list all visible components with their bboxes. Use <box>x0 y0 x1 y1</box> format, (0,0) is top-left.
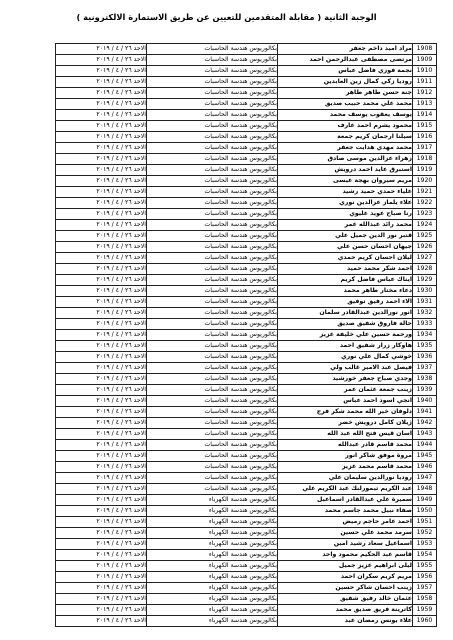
candidate-name: مرتضى مصطفى عبدالرحمن احمد <box>278 55 413 66</box>
interview-date: الاحد ٢٦ / ٤ / ٢٠١٩ <box>56 550 147 561</box>
table-row <box>56 209 437 220</box>
table-row <box>56 528 437 539</box>
degree-cell: بكالوريوس هندسة الحاسبات <box>147 165 278 176</box>
row-number: 1957 <box>413 583 437 594</box>
table-row <box>56 583 437 594</box>
row-number: 1937 <box>413 363 437 374</box>
table-row <box>56 165 437 176</box>
row-number: 1953 <box>413 539 437 550</box>
row-number: 1927 <box>413 253 437 264</box>
candidate-name: صفاء نبيل محمد جاسم محمد <box>278 506 413 517</box>
interview-date: الاحد ٢٦ / ٤ / ٢٠١٩ <box>56 440 147 451</box>
interview-date: الاحد ٢٦ / ٤ / ٢٠١٩ <box>56 286 147 297</box>
degree-cell: بكالوريوس هندسة الحاسبات <box>147 451 278 462</box>
candidate-name: زهراء عزالدين موسى صادق <box>278 154 413 165</box>
table-row <box>56 220 437 231</box>
row-number: 1925 <box>413 231 437 242</box>
row-number: 1940 <box>413 396 437 407</box>
row-number: 1954 <box>413 550 437 561</box>
degree-cell: بكالوريوس هندسة الحاسبات <box>147 308 278 319</box>
row-number: 1934 <box>413 330 437 341</box>
table-row <box>56 550 437 561</box>
interview-date: الاحد ٢٦ / ٤ / ٢٠١٩ <box>56 396 147 407</box>
degree-cell: بكالوريوس هندسة الكهرباء <box>147 495 278 506</box>
row-number: 1918 <box>413 154 437 165</box>
interview-date: الاحد ٢٦ / ٤ / ٢٠١٩ <box>56 572 147 583</box>
row-number: 1960 <box>413 616 437 627</box>
candidate-name: روديا زكي كمال زين العابدين <box>278 77 413 88</box>
interview-date: الاحد ٢٦ / ٤ / ٢٠١٩ <box>56 187 147 198</box>
interview-date: الاحد ٢٦ / ٤ / ٢٠١٩ <box>56 165 147 176</box>
candidate-name: سرمد محمد علي حسين <box>278 528 413 539</box>
table-row <box>56 572 437 583</box>
row-number: 1917 <box>413 143 437 154</box>
candidate-name: محمد قاسم قادر عبدالله <box>278 440 413 451</box>
degree-cell: بكالوريوس هندسة الكهرباء <box>147 539 278 550</box>
candidate-name: احمد عامر حاجم رميض <box>278 517 413 528</box>
table-row <box>56 341 437 352</box>
table-row <box>56 517 437 528</box>
degree-cell: بكالوريوس هندسة الكهرباء <box>147 605 278 616</box>
degree-cell: بكالوريوس هندسة الحاسبات <box>147 154 278 165</box>
interview-date: الاحد ٢٦ / ٤ / ٢٠١٩ <box>56 352 147 363</box>
candidate-name: دلوفان خير الله محمد شكر فرج <box>278 407 413 418</box>
table-row <box>56 253 437 264</box>
table-row <box>56 429 437 440</box>
table-row <box>56 396 437 407</box>
candidate-name: مروة موفق شاكر انور <box>278 451 413 462</box>
degree-cell: بكالوريوس هندسة الحاسبات <box>147 330 278 341</box>
table-row <box>56 616 437 627</box>
table-row <box>56 440 437 451</box>
table-row <box>56 473 437 484</box>
table-row <box>56 605 437 616</box>
candidate-name: محمد رائد عبدالله عمر <box>278 220 413 231</box>
interview-date: الاحد ٢٦ / ٤ / ٢٠١٩ <box>56 330 147 341</box>
candidate-name: ورحمة حسين علي خليفة عزيز <box>278 330 413 341</box>
candidate-name: جيهان احسان حسن علي <box>278 242 413 253</box>
row-number: 1919 <box>413 165 437 176</box>
row-number: 1956 <box>413 572 437 583</box>
row-number: 1909 <box>413 55 437 66</box>
degree-cell: بكالوريوس هندسة الكهرباء <box>147 616 278 627</box>
degree-cell: بكالوريوس هندسة الحاسبات <box>147 297 278 308</box>
table-row <box>56 275 437 286</box>
candidate-name: سميرة علي عبدالقادر اسماعيل <box>278 495 413 506</box>
candidate-name: علاء يونس رمضان عبد <box>278 616 413 627</box>
table-row <box>56 154 437 165</box>
degree-cell: بكالوريوس هندسة الحاسبات <box>147 352 278 363</box>
interview-date: الاحد ٢٦ / ٤ / ٢٠١٩ <box>56 528 147 539</box>
degree-cell: بكالوريوس هندسة الحاسبات <box>147 44 278 55</box>
interview-date: الاحد ٢٦ / ٤ / ٢٠١٩ <box>56 539 147 550</box>
interview-date: الاحد ٢٦ / ٤ / ٢٠١٩ <box>56 462 147 473</box>
candidate-name: استبرق عايد احمد درويش <box>278 165 413 176</box>
candidate-name: ژيلان كامل درويش خضر <box>278 418 413 429</box>
row-number: 1931 <box>413 297 437 308</box>
candidate-name: انور نورالدين عبدالقادر سلمان <box>278 308 413 319</box>
table-row <box>56 176 437 187</box>
degree-cell: بكالوريوس هندسة الكهرباء <box>147 561 278 572</box>
interview-date: الاحد ٢٦ / ٤ / ٢٠١٩ <box>56 231 147 242</box>
interview-date: الاحد ٢٦ / ٤ / ٢٠١٩ <box>56 506 147 517</box>
degree-cell: بكالوريوس هندسة الحاسبات <box>147 473 278 484</box>
degree-cell: بكالوريوس هندسة الحاسبات <box>147 275 278 286</box>
candidate-name: علاء يلماز عزالدين نوري <box>278 198 413 209</box>
degree-cell: بكالوريوس هندسة الحاسبات <box>147 99 278 110</box>
candidate-name: محمد مهدي هدايت جعفر <box>278 143 413 154</box>
degree-cell: بكالوريوس هندسة الحاسبات <box>147 110 278 121</box>
table-row <box>56 451 437 462</box>
page-title: الوجبة الثانية ( مقابلة المتقدمين للتعيين عن طريق الاستمارة الالكترونية ) <box>76 12 377 22</box>
interview-date: الاحد ٢٦ / ٤ / ٢٠١٩ <box>56 451 147 462</box>
degree-cell: بكالوريوس هندسة الحاسبات <box>147 88 278 99</box>
candidates-table <box>55 43 437 627</box>
table-row <box>56 363 437 374</box>
row-number: 1912 <box>413 88 437 99</box>
table-row <box>56 187 437 198</box>
candidate-name: ايناك عباس فاضل كريم <box>278 275 413 286</box>
degree-cell: بكالوريوس هندسة الحاسبات <box>147 209 278 220</box>
degree-cell: بكالوريوس هندسة الكهرباء <box>147 506 278 517</box>
interview-date: الاحد ٢٦ / ٤ / ٢٠١٩ <box>56 561 147 572</box>
candidate-name: ليلى ابراهيم عزيز جميل <box>278 561 413 572</box>
degree-cell: بكالوريوس هندسة الحاسبات <box>147 286 278 297</box>
candidate-name: كاترينة فريق صديق محمد <box>278 605 413 616</box>
interview-date: الاحد ٢٦ / ٤ / ٢٠١٩ <box>56 363 147 374</box>
candidate-name: قاسم عبد الحكيم محمود واحد <box>278 550 413 561</box>
table-row <box>56 330 437 341</box>
interview-date: الاحد ٢٦ / ٤ / ٢٠١٩ <box>56 121 147 132</box>
degree-cell: بكالوريوس هندسة الحاسبات <box>147 66 278 77</box>
interview-date: الاحد ٢٦ / ٤ / ٢٠١٩ <box>56 55 147 66</box>
candidate-name: زينب احسان شاكر حسين <box>278 583 413 594</box>
degree-cell: بكالوريوس هندسة الكهرباء <box>147 550 278 561</box>
interview-date: الاحد ٢٦ / ٤ / ٢٠١٩ <box>56 341 147 352</box>
candidate-name: انجي اسود احمد عباس <box>278 396 413 407</box>
degree-cell: بكالوريوس هندسة الكهرباء <box>147 517 278 528</box>
row-number: 1916 <box>413 132 437 143</box>
row-number: 1958 <box>413 594 437 605</box>
row-number: 1933 <box>413 319 437 330</box>
interview-date: الاحد ٢٦ / ٤ / ٢٠١٩ <box>56 297 147 308</box>
table-row <box>56 198 437 209</box>
table-row <box>56 242 437 253</box>
table-row <box>56 143 437 154</box>
interview-date: الاحد ٢٦ / ٤ / ٢٠١٩ <box>56 44 147 55</box>
degree-cell: بكالوريوس هندسة الكهرباء <box>147 594 278 605</box>
candidate-name: اسان قيس فتح الله عبد الله <box>278 429 413 440</box>
row-number: 1920 <box>413 176 437 187</box>
candidate-name: مراد اميد داخم جعفر <box>278 44 413 55</box>
table-row <box>56 132 437 143</box>
row-number: 1922 <box>413 198 437 209</box>
candidate-name: محمد علي محمد حبيب صديق <box>278 99 413 110</box>
row-number: 1959 <box>413 605 437 616</box>
interview-date: الاحد ٢٦ / ٤ / ٢٠١٩ <box>56 407 147 418</box>
table-row <box>56 407 437 418</box>
interview-date: الاحد ٢٦ / ٤ / ٢٠١٩ <box>56 495 147 506</box>
table-row <box>56 88 437 99</box>
row-number: 1950 <box>413 506 437 517</box>
candidate-name: مريم كريم سكران احمد <box>278 572 413 583</box>
row-number: 1943 <box>413 429 437 440</box>
table-row <box>56 319 437 330</box>
interview-date: الاحد ٢٦ / ٤ / ٢٠١٩ <box>56 88 147 99</box>
table-row <box>56 121 437 132</box>
row-number: 1938 <box>413 374 437 385</box>
row-number: 1910 <box>413 66 437 77</box>
interview-date: الاحد ٢٦ / ٤ / ٢٠١٩ <box>56 429 147 440</box>
candidate-name: حالة فاروق شفيق صديق <box>278 319 413 330</box>
table-row <box>56 55 437 66</box>
interview-date: الاحد ٢٦ / ٤ / ٢٠١٩ <box>56 66 147 77</box>
interview-date: الاحد ٢٦ / ٤ / ٢٠١٩ <box>56 209 147 220</box>
interview-date: الاحد ٢٦ / ٤ / ٢٠١٩ <box>56 143 147 154</box>
interview-date: الاحد ٢٦ / ٤ / ٢٠١٩ <box>56 418 147 429</box>
row-number: 1915 <box>413 121 437 132</box>
candidate-name: فيصل عبد الامير غالب ولي <box>278 363 413 374</box>
row-number: 1930 <box>413 286 437 297</box>
degree-cell: بكالوريوس هندسة الحاسبات <box>147 264 278 275</box>
candidates-table-body <box>56 44 437 627</box>
degree-cell: بكالوريوس هندسة الحاسبات <box>147 231 278 242</box>
table-row <box>56 99 437 110</box>
row-number: 1928 <box>413 264 437 275</box>
row-number: 1921 <box>413 187 437 198</box>
table-row <box>56 352 437 363</box>
interview-date: الاحد ٢٦ / ٤ / ٢٠١٩ <box>56 583 147 594</box>
interview-date: الاحد ٢٦ / ٤ / ٢٠١٩ <box>56 484 147 495</box>
candidate-name: الاء احمد رفيق توفيق <box>278 297 413 308</box>
row-number: 1949 <box>413 495 437 506</box>
row-number: 1936 <box>413 352 437 363</box>
interview-date: الاحد ٢٦ / ٤ / ٢٠١٩ <box>56 308 147 319</box>
interview-date: الاحد ٢٦ / ٤ / ٢٠١٩ <box>56 242 147 253</box>
interview-date: الاحد ٢٦ / ٤ / ٢٠١٩ <box>56 374 147 385</box>
row-number: 1946 <box>413 462 437 473</box>
candidate-name: احمد شكر محمد حميد <box>278 264 413 275</box>
row-number: 1942 <box>413 418 437 429</box>
degree-cell: بكالوريوس هندسة الحاسبات <box>147 253 278 264</box>
candidate-name: سيلنا ارجمان كريم جمعة <box>278 132 413 143</box>
table-row <box>56 484 437 495</box>
table-row <box>56 297 437 308</box>
table-row <box>56 44 437 55</box>
row-number: 1941 <box>413 407 437 418</box>
table-row <box>56 231 437 242</box>
interview-date: الاحد ٢٦ / ٤ / ٢٠١٩ <box>56 385 147 396</box>
row-number: 1947 <box>413 473 437 484</box>
interview-date: الاحد ٢٦ / ٤ / ٢٠١٩ <box>56 176 147 187</box>
candidate-name: رنا صباح عويد عليوي <box>278 209 413 220</box>
degree-cell: بكالوريوس هندسة الحاسبات <box>147 198 278 209</box>
degree-cell: بكالوريوس هندسة الحاسبات <box>147 220 278 231</box>
row-number: 1914 <box>413 110 437 121</box>
row-number: 1948 <box>413 484 437 495</box>
degree-cell: بكالوريوس هندسة الحاسبات <box>147 462 278 473</box>
degree-cell: بكالوريوس هندسة الحاسبات <box>147 319 278 330</box>
row-number: 1924 <box>413 220 437 231</box>
degree-cell: بكالوريوس هندسة الحاسبات <box>147 418 278 429</box>
table-row <box>56 539 437 550</box>
degree-cell: بكالوريوس هندسة الحاسبات <box>147 385 278 396</box>
candidate-name: جنة حسن طاهر طاهر <box>278 88 413 99</box>
degree-cell: بكالوريوس هندسة الحاسبات <box>147 484 278 495</box>
candidate-name: عثمان خالد رفيق شفيق <box>278 594 413 605</box>
interview-date: الاحد ٢٦ / ٤ / ٢٠١٩ <box>56 605 147 616</box>
candidate-name: علياء حمدي حميد رشيد <box>278 187 413 198</box>
interview-date: الاحد ٢٦ / ٤ / ٢٠١٩ <box>56 110 147 121</box>
degree-cell: بكالوريوس هندسة الحاسبات <box>147 77 278 88</box>
degree-cell: بكالوريوس هندسة الحاسبات <box>147 242 278 253</box>
candidate-name: وجدي صباح جعفر خورشيد <box>278 374 413 385</box>
candidate-name: خوشي كمال علي نوري <box>278 352 413 363</box>
table-row <box>56 374 437 385</box>
table-row <box>56 77 437 88</box>
degree-cell: بكالوريوس هندسة الحاسبات <box>147 341 278 352</box>
candidate-name: عبد الكريم تيمورلنك عبد الكريم علي <box>278 484 413 495</box>
row-number: 1939 <box>413 385 437 396</box>
row-number: 1932 <box>413 308 437 319</box>
degree-cell: بكالوريوس هندسة الحاسبات <box>147 187 278 198</box>
table-row <box>56 561 437 572</box>
row-number: 1913 <box>413 99 437 110</box>
candidate-name: دعاء مختار طاهر محمد <box>278 286 413 297</box>
degree-cell: بكالوريوس هندسة الحاسبات <box>147 55 278 66</box>
degree-cell: بكالوريوس هندسة الحاسبات <box>147 121 278 132</box>
degree-cell: بكالوريوس هندسة الحاسبات <box>147 132 278 143</box>
interview-date: الاحد ٢٦ / ٤ / ٢٠١٩ <box>56 517 147 528</box>
row-number: 1955 <box>413 561 437 572</box>
candidate-name: قنبر نور الدين جميل علي <box>278 231 413 242</box>
interview-date: الاحد ٢٦ / ٤ / ٢٠١٩ <box>56 473 147 484</box>
table-row <box>56 110 437 121</box>
interview-date: الاحد ٢٦ / ٤ / ٢٠١٩ <box>56 319 147 330</box>
table-row <box>56 462 437 473</box>
candidate-name: محمود يشرم احمد عارف <box>278 121 413 132</box>
candidate-name: اسماعيل سعاد رشيد امين <box>278 539 413 550</box>
row-number: 1929 <box>413 275 437 286</box>
interview-date: الاحد ٢٦ / ٤ / ٢٠١٩ <box>56 253 147 264</box>
degree-cell: بكالوريوس هندسة الكهرباء <box>147 528 278 539</box>
row-number: 1952 <box>413 528 437 539</box>
degree-cell: بكالوريوس هندسة الكهرباء <box>147 583 278 594</box>
candidate-name: محمد قاسم محمد عزيز <box>278 462 413 473</box>
candidate-name: يوسف يعقوب يوسف محمد <box>278 110 413 121</box>
row-number: 1923 <box>413 209 437 220</box>
candidate-name: نجمة فوزي فاضل عباس <box>278 66 413 77</box>
candidate-name: زينب جمعة عثمان عمر <box>278 385 413 396</box>
interview-date: الاحد ٢٦ / ٤ / ٢٠١٩ <box>56 99 147 110</box>
row-number: 1908 <box>413 44 437 55</box>
degree-cell: بكالوريوس هندسة الحاسبات <box>147 374 278 385</box>
interview-date: الاحد ٢٦ / ٤ / ٢٠١٩ <box>56 132 147 143</box>
candidate-name: ليلان احسان كريم حمدي <box>278 253 413 264</box>
degree-cell: بكالوريوس هندسة الحاسبات <box>147 440 278 451</box>
interview-date: الاحد ٢٦ / ٤ / ٢٠١٩ <box>56 616 147 627</box>
degree-cell: بكالوريوس هندسة الحاسبات <box>147 176 278 187</box>
interview-date: الاحد ٢٦ / ٤ / ٢٠١٩ <box>56 77 147 88</box>
degree-cell: بكالوريوس هندسة الحاسبات <box>147 407 278 418</box>
row-number: 1911 <box>413 77 437 88</box>
candidate-name: مريم سيروان بهجة عيسى <box>278 176 413 187</box>
table-row <box>56 506 437 517</box>
degree-cell: بكالوريوس هندسة الحاسبات <box>147 363 278 374</box>
table-row <box>56 264 437 275</box>
table-row <box>56 385 437 396</box>
interview-date: الاحد ٢٦ / ٤ / ٢٠١٩ <box>56 264 147 275</box>
table-row <box>56 594 437 605</box>
interview-date: الاحد ٢٦ / ٤ / ٢٠١٩ <box>56 154 147 165</box>
degree-cell: بكالوريوس هندسة الكهرباء <box>147 572 278 583</box>
table-row <box>56 286 437 297</box>
table-row <box>56 66 437 77</box>
degree-cell: بكالوريوس هندسة الحاسبات <box>147 143 278 154</box>
candidate-name: هاوكار زرار شفيق احمد <box>278 341 413 352</box>
row-number: 1945 <box>413 451 437 462</box>
row-number: 1951 <box>413 517 437 528</box>
interview-date: الاحد ٢٦ / ٤ / ٢٠١٩ <box>56 594 147 605</box>
table-row <box>56 495 437 506</box>
row-number: 1935 <box>413 341 437 352</box>
row-number: 1944 <box>413 440 437 451</box>
candidate-name: روديا نورالدين سليمان علي <box>278 473 413 484</box>
interview-date: الاحد ٢٦ / ٤ / ٢٠١٩ <box>56 198 147 209</box>
degree-cell: بكالوريوس هندسة الحاسبات <box>147 396 278 407</box>
table-row <box>56 418 437 429</box>
interview-date: الاحد ٢٦ / ٤ / ٢٠١٩ <box>56 220 147 231</box>
degree-cell: بكالوريوس هندسة الحاسبات <box>147 429 278 440</box>
table-row <box>56 308 437 319</box>
row-number: 1926 <box>413 242 437 253</box>
interview-date: الاحد ٢٦ / ٤ / ٢٠١٩ <box>56 275 147 286</box>
